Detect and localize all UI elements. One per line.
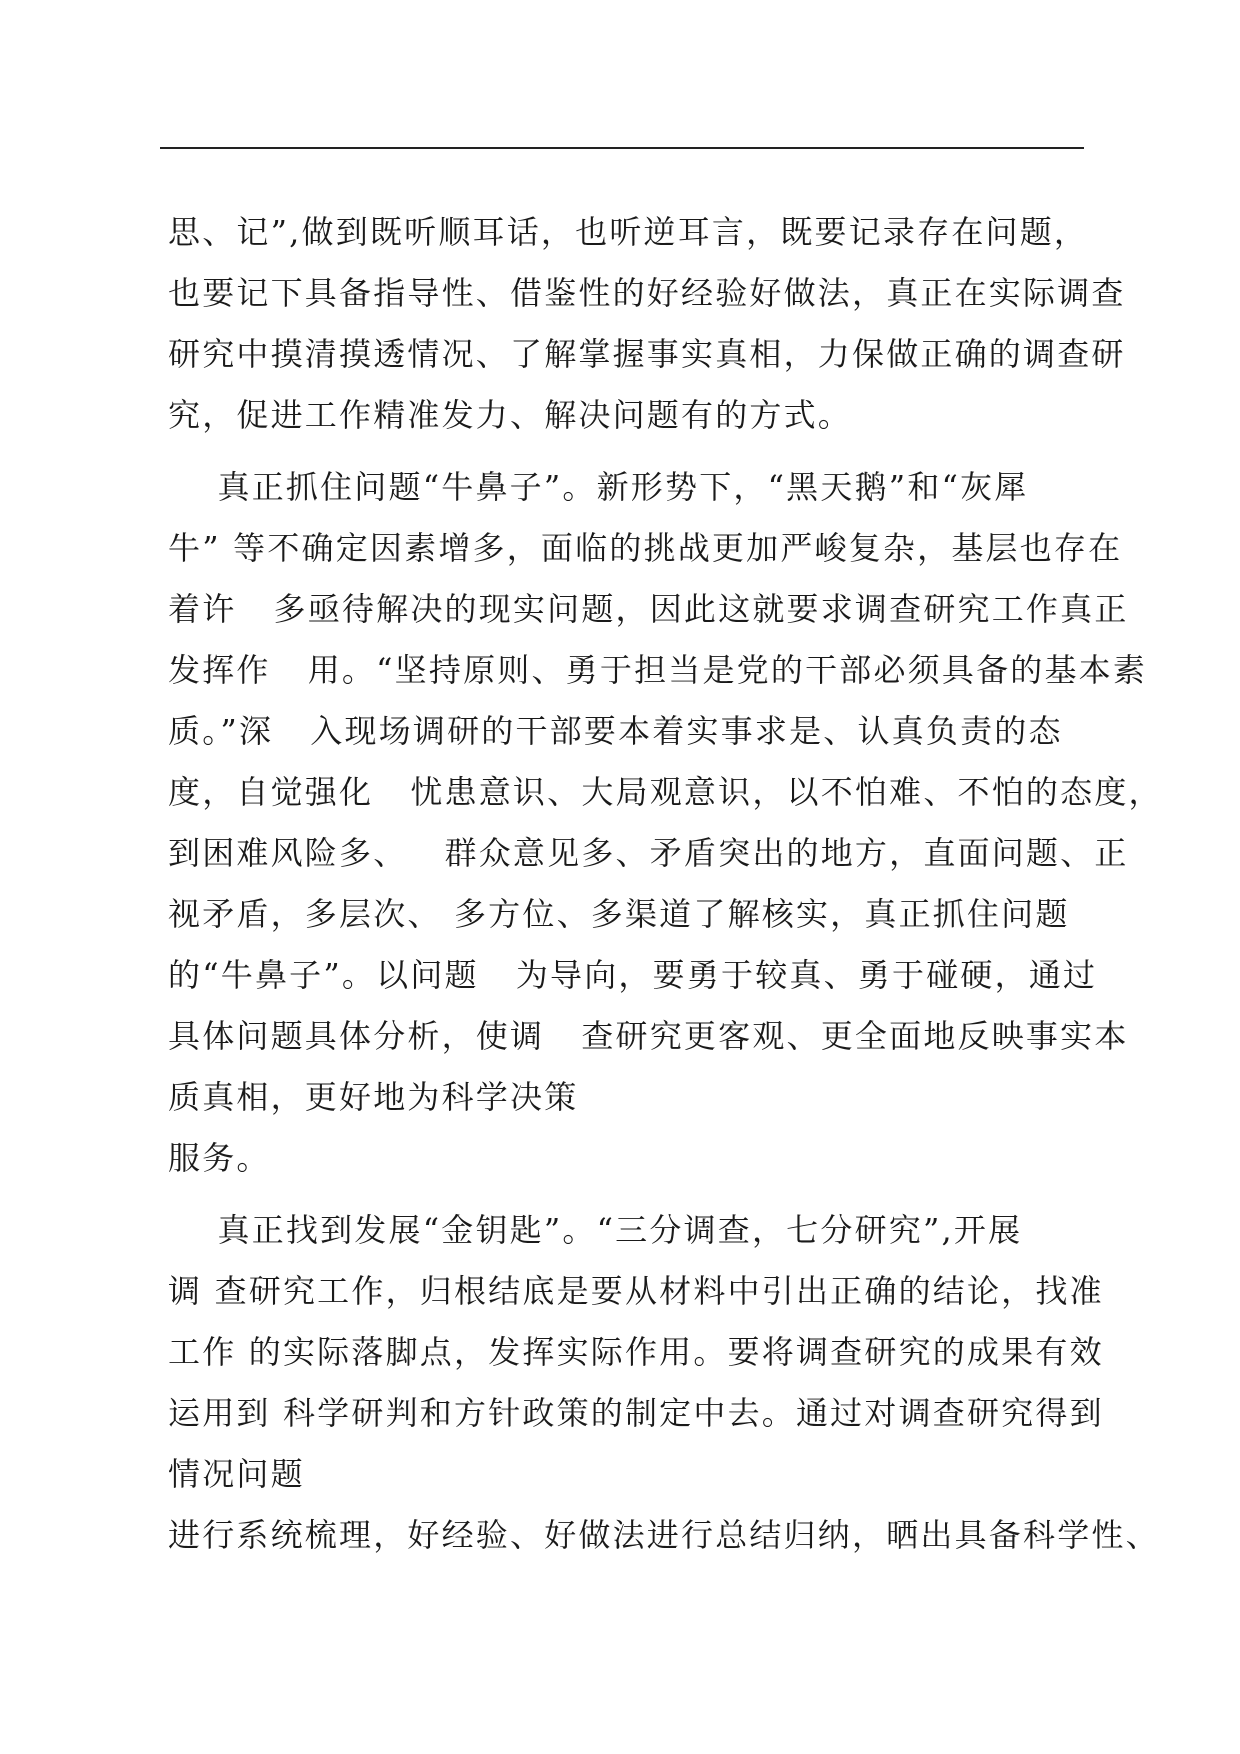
text-line: 质真相，更好地为科学决策: [168, 1078, 579, 1116]
text-line: 思、记”,做到既听顺耳话，也听逆耳言，既要记录存在问题，: [168, 213, 1089, 251]
text-line: 质。”深 入现场调研的干部要本着实事求是、认真负责的态: [168, 712, 1063, 750]
paragraph-heading-line: 真正抓住问题“牛鼻子”。新形势下，“黑天鹅”和“灰犀: [168, 468, 1029, 506]
text-line: 工作 的实际落脚点，发挥实际作用。要将调查研究的成果有效: [168, 1333, 1104, 1371]
text-line: 牛” 等不确定因素增多，面临的挑战更加严峻复杂，基层也存在: [168, 529, 1123, 567]
text-line: 调 查研究工作，归根结底是要从材料中引出正确的结论，找准: [168, 1272, 1104, 1310]
text-line: 究，促进工作精准发力、解决问题有的方式。: [168, 396, 853, 434]
text-line: 也要记下具备指导性、借鉴性的好经验好做法，真正在实际调查: [168, 274, 1126, 312]
header-rule: [160, 147, 1084, 149]
text-line: 运用到 科学研判和方针政策的制定中去。通过对调查研究得到: [168, 1394, 1104, 1432]
text-line: 的“牛鼻子”。以问题 为导向，要勇于较真、勇于碰硬，通过: [168, 956, 1098, 994]
text-line: 视矛盾，多层次、 多方位、多渠道了解核实，真正抓住问题: [168, 895, 1070, 933]
text-line: 具体问题具体分析，使调 查研究更客观、更全面地反映事实本: [168, 1017, 1129, 1055]
text-line: 进行系统梳理，好经验、好做法进行总结归纳，晒出具备科学性、: [168, 1516, 1160, 1554]
text-line: 到困难风险多、 群众意见多、矛盾突出的地方，直面问题、正: [168, 834, 1129, 872]
text-line: 着许 多亟待解决的现实问题，因此这就要求调查研究工作真正: [168, 590, 1129, 628]
text-line: 研究中摸清摸透情况、了解掌握事实真相，力保做正确的调查研: [168, 335, 1126, 373]
text-line: 情况问题: [168, 1455, 305, 1493]
paragraph-heading-line: 真正找到发展“金钥匙”。“三分调查，七分研究”,开展: [168, 1211, 1023, 1249]
text-line: 发挥作 用。“坚持原则、勇于担当是党的干部必须具备的基本素: [168, 651, 1148, 689]
text-line: 服务。: [168, 1139, 271, 1177]
text-line: 度，自觉强化 忧患意识、大局观意识，以不怕难、不怕的态度，: [168, 773, 1163, 811]
